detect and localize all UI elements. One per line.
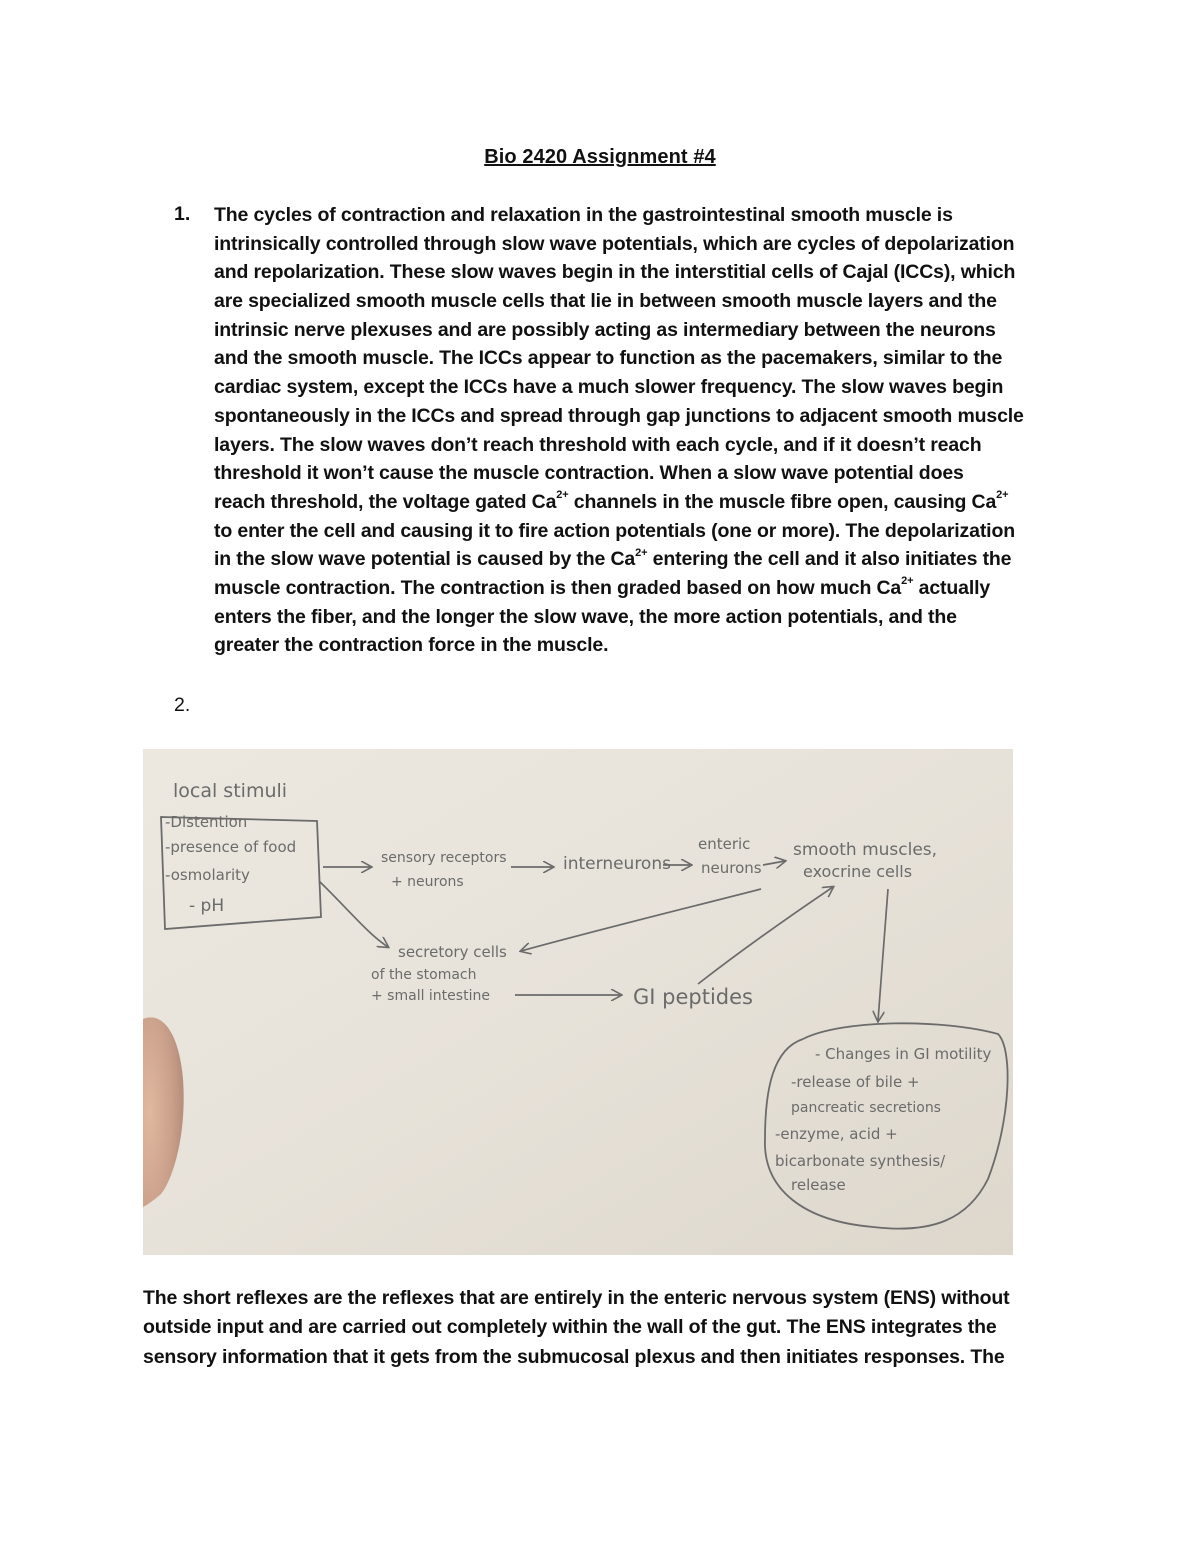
stimulus-item: - pH	[189, 896, 225, 916]
local-stimuli-label: local stimuli	[173, 780, 288, 802]
question-1-answer	[214, 201, 1064, 660]
answer-line: spontaneously in the ICCs and spread through gap junctions to adjacent smooth muscle	[214, 404, 1024, 427]
answer-line: The cycles of contraction and relaxation in the gastrointestinal smooth muscle is	[214, 204, 953, 226]
paragraph-line: The short reflexes are the reflexes that are entirely in the enteric nervous system (ENS) without	[143, 1287, 1010, 1309]
sensory-receptors-label: + neurons	[391, 874, 464, 890]
answer-line: enters the fiber, and the longer the slow wave, the more action potentials, and the	[214, 605, 957, 628]
answer-line: and repolarization. These slow waves begin in the interstitial cells of Cajal (ICCs), which	[214, 261, 1016, 284]
effectors-label: exocrine cells	[803, 862, 913, 881]
response-item: release	[791, 1176, 846, 1194]
secretory-cells-label: + small intestine	[371, 988, 490, 1004]
handwritten-diagram-photo	[143, 749, 1013, 1255]
paper-background	[143, 749, 1013, 1255]
stimulus-item: -osmolarity	[165, 866, 250, 884]
answer-line: are specialized smooth muscle cells that lie in between smooth muscle layers and the	[214, 290, 997, 313]
response-item: -enzyme, acid +	[775, 1125, 898, 1143]
paragraph-line: sensory information that it gets from the submucosal plexus and then initiates responses. The	[143, 1345, 1005, 1368]
sensory-receptors-label: sensory receptors	[381, 850, 507, 866]
answer-line: to enter the cell and causing it to fire action potentials (one or more). The depolarization	[214, 519, 1015, 542]
secretory-cells-label: secretory cells	[398, 943, 507, 961]
secretory-cells-label: of the stomach	[371, 967, 477, 983]
answer-line: intrinsically controlled through slow wave potentials, which are cycles of depolarization	[214, 232, 1015, 255]
response-item: -release of bile +	[791, 1073, 920, 1091]
answer-line: muscle contraction. The contraction is then graded based on how much $Ca^{2+}$ actually	[214, 575, 991, 599]
answer-line: cardiac system, except the ICCs have a much slower frequency. The slow waves begin	[214, 376, 1004, 399]
answer-line: intrinsic nerve plexuses and are possibly acting as intermediary between the neurons	[214, 318, 996, 341]
answer-line: reach threshold, the voltage gated $Ca^{2+}$ channels in the muscle fibre open, causing $Ca^{2+}$	[214, 489, 1009, 513]
question-1-number: 1.	[174, 203, 191, 225]
answer-line: threshold it won’t cause the muscle contraction. When a slow wave potential does	[214, 462, 964, 485]
paragraph-line: outside input and are carried out completely within the wall of the gut. The ENS integrates the	[143, 1316, 997, 1339]
question-2-number: 2.	[174, 694, 191, 716]
response-item: pancreatic secretions	[791, 1100, 941, 1116]
answer-line: greater the contraction force in the muscle.	[214, 634, 609, 657]
answer-line: in the slow wave potential is caused by the $Ca^{2+}$ entering the cell and it also initiates the	[214, 546, 1012, 571]
answer-line: layers. The slow waves don’t reach threshold with each cycle, and if it doesn’t reach	[214, 433, 982, 456]
answer-line: and the smooth muscle. The ICCs appear to function as the pacemakers, similar to the	[214, 347, 1003, 370]
enteric-neurons-label: enteric	[698, 835, 751, 853]
gi-peptides-label: GI peptides	[633, 985, 753, 1009]
interneurons-label: interneurons	[563, 854, 671, 874]
short-reflex-paragraph	[143, 1284, 1073, 1372]
enteric-neurons-label: neurons	[701, 859, 762, 877]
stimulus-item: -presence of food	[165, 838, 297, 856]
page-title: Bio 2420 Assignment #4	[484, 146, 716, 168]
response-item: bicarbonate synthesis/	[775, 1152, 946, 1170]
response-item: - Changes in GI motility	[815, 1045, 992, 1063]
stimulus-item: -Distention	[165, 813, 248, 831]
effectors-label: smooth muscles,	[793, 840, 938, 860]
